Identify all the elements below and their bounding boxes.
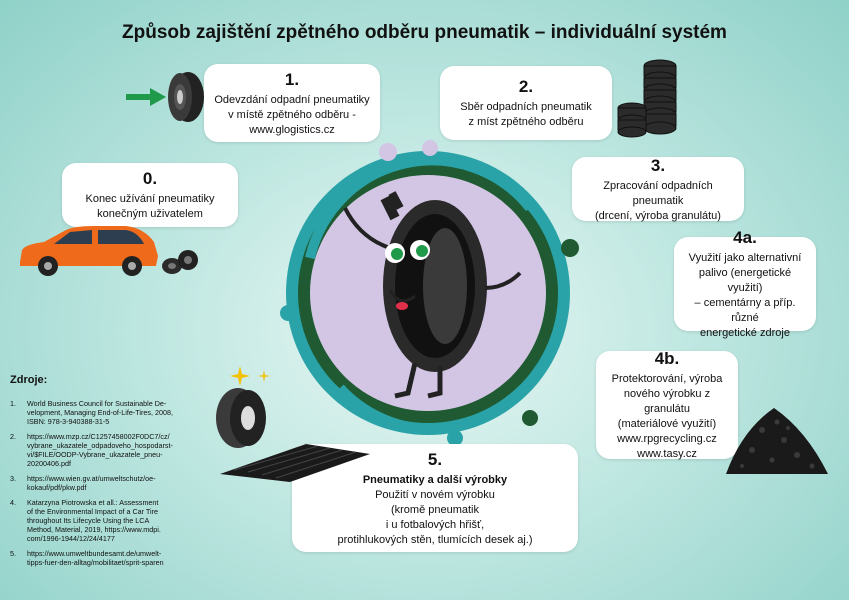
- sources-section: [10, 376, 210, 573]
- step-1-line-1: Odevzdání odpadní pneumatiky: [214, 93, 370, 106]
- source-item: 4. Katarzyna Piotrowska et all.: Assessment of the Environmental Impact of a Car Tire throughout Its Lifecycle Using the LCA Method, Material, 2019, https://www.mdpi. com/1996-1944/12/24/4177: [10, 498, 161, 543]
- step-4b-box: [596, 351, 738, 459]
- step-5-line-4: protihlukových stěn, tlumících desek aj.): [337, 533, 533, 546]
- step-4b-line-1: Protektorování, výroba: [611, 373, 723, 385]
- step-3-box: [572, 157, 744, 221]
- source-item: 3. https://www.wien.gv.at/umweltschutz/oe- kokauf/pdf/pkw.pdf: [10, 474, 156, 492]
- step-5-line-2: (kromě pneumatik: [390, 503, 480, 516]
- step-4a-line-4: energetické zdroje: [700, 327, 790, 339]
- step-1-box: [204, 64, 380, 142]
- step-4a-line-2: palivo (energetické využití): [698, 267, 792, 294]
- step-1-number: 1.: [284, 69, 300, 89]
- step-4b-number: 4b.: [654, 349, 680, 368]
- step-0-line-1: Konec užívání pneumatiky: [85, 193, 215, 205]
- step-0-box: [62, 163, 238, 227]
- sparkle-icon: [230, 366, 270, 386]
- step-5-line-3: i u fotbalových hřišť,: [385, 518, 485, 531]
- step-2-number: 2.: [518, 77, 534, 96]
- step-5-heading: Pneumatiky a další výrobky: [362, 473, 508, 486]
- step-3-number: 3.: [650, 155, 666, 175]
- rubber-granulate-icon: [722, 400, 832, 476]
- step-2-box: [440, 66, 612, 140]
- step-4b-line-2: nového výrobku z granulátu: [623, 388, 711, 415]
- tire-icon: [160, 246, 200, 276]
- sources-heading: Zdroje:: [10, 374, 48, 386]
- step-4a-box: [674, 228, 816, 339]
- step-4a-line-1: Využití jako alternativní: [688, 252, 802, 264]
- source-item: 1. World Business Council for Sustainable De- velopment, Managing End-of-Life-Tires, 2008, ISBN: 978-3-940388-31-5: [10, 399, 173, 426]
- tire-stack-icon: [614, 58, 686, 142]
- step-0-line-2: konečným uživatelem: [97, 208, 203, 220]
- step-2-line-2: z míst zpětného odběru: [468, 116, 584, 128]
- car-icon: [14, 222, 164, 278]
- step-4a-line-3: – cementárny a příp. různé: [694, 297, 796, 324]
- step-3-line-2: (drcení, výroba granulátu): [595, 209, 721, 222]
- tire-icon: [166, 70, 206, 124]
- step-5-line-1: Použití v novém výrobku: [375, 488, 495, 501]
- step-1-line-2: v místě zpětného odběru -: [228, 108, 356, 121]
- source-item: 2. https://www.mzp.cz/C1257458002F0DC7/cz/ vybrane_ukazatele_odpadoveho_hospodarst- vi/$FILE/OODP-Vybrane_ukazatele_pneu- 20200406.pdf: [10, 432, 173, 468]
- rubber-mat-icon: [210, 356, 370, 482]
- source-item: 5. https://www.umweltbundesamt.de/umwelt- tipps-fuer-den-alltag/mobilitaet/sprit-sparen: [10, 549, 164, 567]
- page-title: Způsob zajištění zpětného odběru pneumatik – individuální systém: [122, 22, 727, 43]
- step-3-line-1: Zpracování odpadních pneumatik: [603, 179, 713, 207]
- step-4b-line-5: www.tasy.cz: [637, 448, 697, 460]
- step-4b-line-3: (materiálové využití): [617, 418, 717, 430]
- step-1-line-3: www.glogistics.cz: [249, 123, 335, 136]
- step-4a-number: 4a.: [733, 228, 757, 247]
- step-0-number: 0.: [142, 169, 158, 188]
- step-2-line-1: Sběr odpadních pneumatik: [460, 101, 592, 113]
- step-4b-line-4: www.rpgrecycling.cz: [617, 433, 717, 445]
- arrow-right-icon: [126, 88, 166, 106]
- step-5-number: 5.: [427, 449, 443, 469]
